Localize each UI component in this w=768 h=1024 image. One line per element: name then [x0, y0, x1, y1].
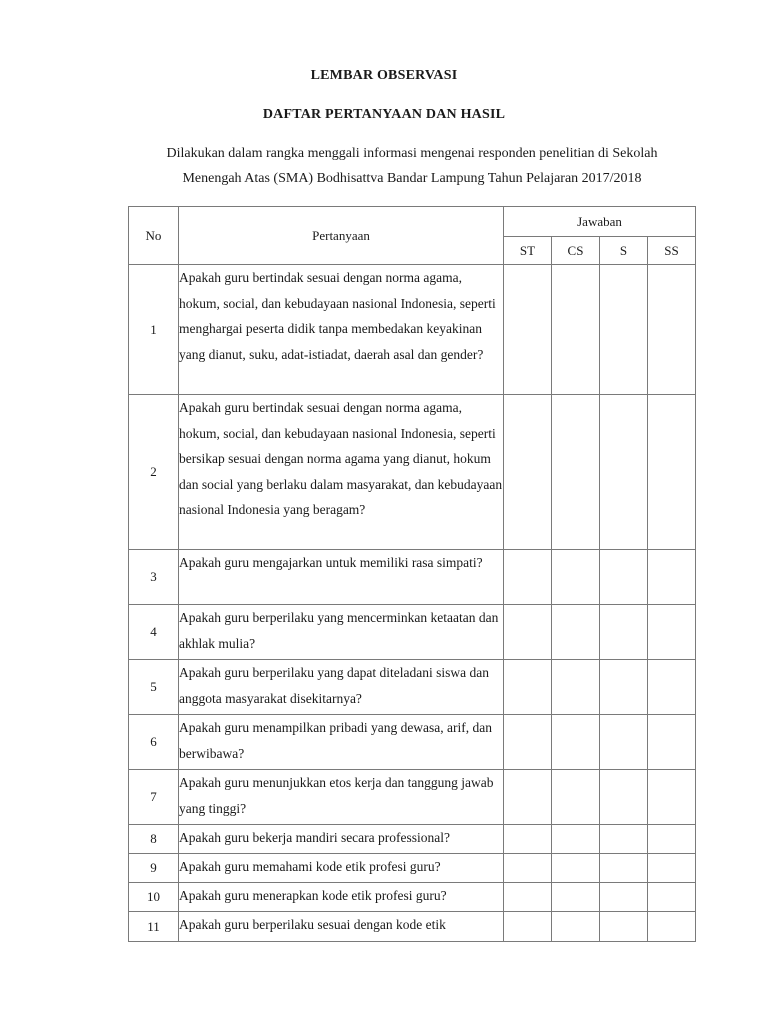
answer-cell-ss[interactable]: [648, 770, 696, 825]
header-option-cs: CS: [552, 237, 600, 265]
table-row: [129, 265, 696, 395]
row-question: Apakah guru berperilaku sesuai dengan kode etik: [179, 912, 504, 942]
row-question: Apakah guru bertindak sesuai dengan norma agama, hokum, social, dan kebudayaan nasional Indonesia, seperti menghargai peserta didik tanpa membedakan keyakinan yang dianut, suku, adat-istiadat, daerah asal dan gender?: [179, 265, 504, 395]
answer-cell-st[interactable]: [504, 912, 552, 942]
answer-cell-s[interactable]: [600, 605, 648, 660]
answer-cell-st[interactable]: [504, 715, 552, 770]
table-row: [129, 770, 696, 825]
table-row: [129, 605, 696, 660]
answer-cell-st[interactable]: [504, 265, 552, 395]
header-answer-group: Jawaban: [504, 207, 696, 237]
answer-cell-cs[interactable]: [552, 912, 600, 942]
table-row: [129, 854, 696, 883]
row-number: 4: [129, 605, 179, 660]
answer-cell-cs[interactable]: [552, 605, 600, 660]
row-number: 3: [129, 550, 179, 605]
row-number: 1: [129, 265, 179, 395]
table-row: [129, 395, 696, 550]
answer-cell-ss[interactable]: [648, 550, 696, 605]
answer-cell-ss[interactable]: [648, 854, 696, 883]
intro-line-2: Menengah Atas (SMA) Bodhisattva Bandar Lampung Tahun Pelajaran 2017/2018: [182, 171, 642, 186]
answer-cell-ss[interactable]: [648, 395, 696, 550]
header-question: Pertanyaan: [179, 207, 504, 265]
answer-cell-cs[interactable]: [552, 883, 600, 912]
answer-cell-st[interactable]: [504, 854, 552, 883]
header-option-ss: SS: [648, 237, 696, 265]
row-question: Apakah guru bekerja mandiri secara professional?: [179, 825, 504, 854]
row-question: Apakah guru menampilkan pribadi yang dewasa, arif, dan berwibawa?: [179, 715, 504, 770]
answer-cell-st[interactable]: [504, 395, 552, 550]
document-title: LEMBAR OBSERVASI: [310, 68, 458, 83]
row-question: Apakah guru berperilaku yang dapat diteladani siswa dan anggota masyarakat disekitarnya?: [179, 660, 504, 715]
answer-cell-ss[interactable]: [648, 605, 696, 660]
answer-cell-ss[interactable]: [648, 883, 696, 912]
answer-cell-s[interactable]: [600, 660, 648, 715]
observation-table: [128, 206, 696, 942]
header-option-s: S: [600, 237, 648, 265]
answer-cell-s[interactable]: [600, 770, 648, 825]
answer-cell-cs[interactable]: [552, 854, 600, 883]
answer-cell-ss[interactable]: [648, 715, 696, 770]
answer-cell-st[interactable]: [504, 770, 552, 825]
row-number: 11: [129, 912, 179, 942]
header-option-st: ST: [504, 237, 552, 265]
row-question: Apakah guru mengajarkan untuk memiliki rasa simpati?: [179, 550, 504, 605]
answer-cell-cs[interactable]: [552, 715, 600, 770]
answer-cell-st[interactable]: [504, 883, 552, 912]
table-row: [129, 883, 696, 912]
answer-cell-cs[interactable]: [552, 395, 600, 550]
row-question: Apakah guru menunjukkan etos kerja dan tanggung jawab yang tinggi?: [179, 770, 504, 825]
row-number: 2: [129, 395, 179, 550]
answer-cell-st[interactable]: [504, 550, 552, 605]
answer-cell-s[interactable]: [600, 825, 648, 854]
table-row: [129, 660, 696, 715]
document-subtitle: DAFTAR PERTANYAAN DAN HASIL: [262, 107, 506, 122]
table-row: [129, 550, 696, 605]
row-number: 8: [129, 825, 179, 854]
answer-cell-cs[interactable]: [552, 550, 600, 605]
row-number: 6: [129, 715, 179, 770]
row-number: 9: [129, 854, 179, 883]
table-row: [129, 715, 696, 770]
table-row: [129, 912, 696, 942]
row-question: Apakah guru bertindak sesuai dengan norma agama, hokum, social, dan kebudayaan nasional Indonesia, seperti bersikap sesuai dengan norma agama yang dianut, hokum dan social yang berlaku dalam masyarakat, dan kebudayaan nasional Indonesia yang beragam?: [179, 395, 504, 550]
answer-cell-cs[interactable]: [552, 770, 600, 825]
row-number: 5: [129, 660, 179, 715]
answer-cell-s[interactable]: [600, 883, 648, 912]
answer-cell-s[interactable]: [600, 854, 648, 883]
answer-cell-ss[interactable]: [648, 660, 696, 715]
answer-cell-st[interactable]: [504, 660, 552, 715]
answer-cell-ss[interactable]: [648, 825, 696, 854]
row-question: Apakah guru berperilaku yang mencerminkan ketaatan dan akhlak mulia?: [179, 605, 504, 660]
intro-line-1: Dilakukan dalam rangka menggali informasi mengenai responden penelitian di Sekolah: [166, 146, 658, 161]
answer-cell-st[interactable]: [504, 825, 552, 854]
answer-cell-cs[interactable]: [552, 265, 600, 395]
answer-cell-ss[interactable]: [648, 265, 696, 395]
row-question: Apakah guru memahami kode etik profesi guru?: [179, 854, 504, 883]
answer-cell-cs[interactable]: [552, 660, 600, 715]
answer-cell-s[interactable]: [600, 550, 648, 605]
header-no: No: [129, 207, 179, 265]
answer-cell-s[interactable]: [600, 715, 648, 770]
answer-cell-cs[interactable]: [552, 825, 600, 854]
row-question: Apakah guru menerapkan kode etik profesi guru?: [179, 883, 504, 912]
answer-cell-s[interactable]: [600, 265, 648, 395]
table-row: [129, 825, 696, 854]
answer-cell-st[interactable]: [504, 605, 552, 660]
answer-cell-ss[interactable]: [648, 912, 696, 942]
answer-cell-s[interactable]: [600, 912, 648, 942]
row-number: 10: [129, 883, 179, 912]
answer-cell-s[interactable]: [600, 395, 648, 550]
row-number: 7: [129, 770, 179, 825]
